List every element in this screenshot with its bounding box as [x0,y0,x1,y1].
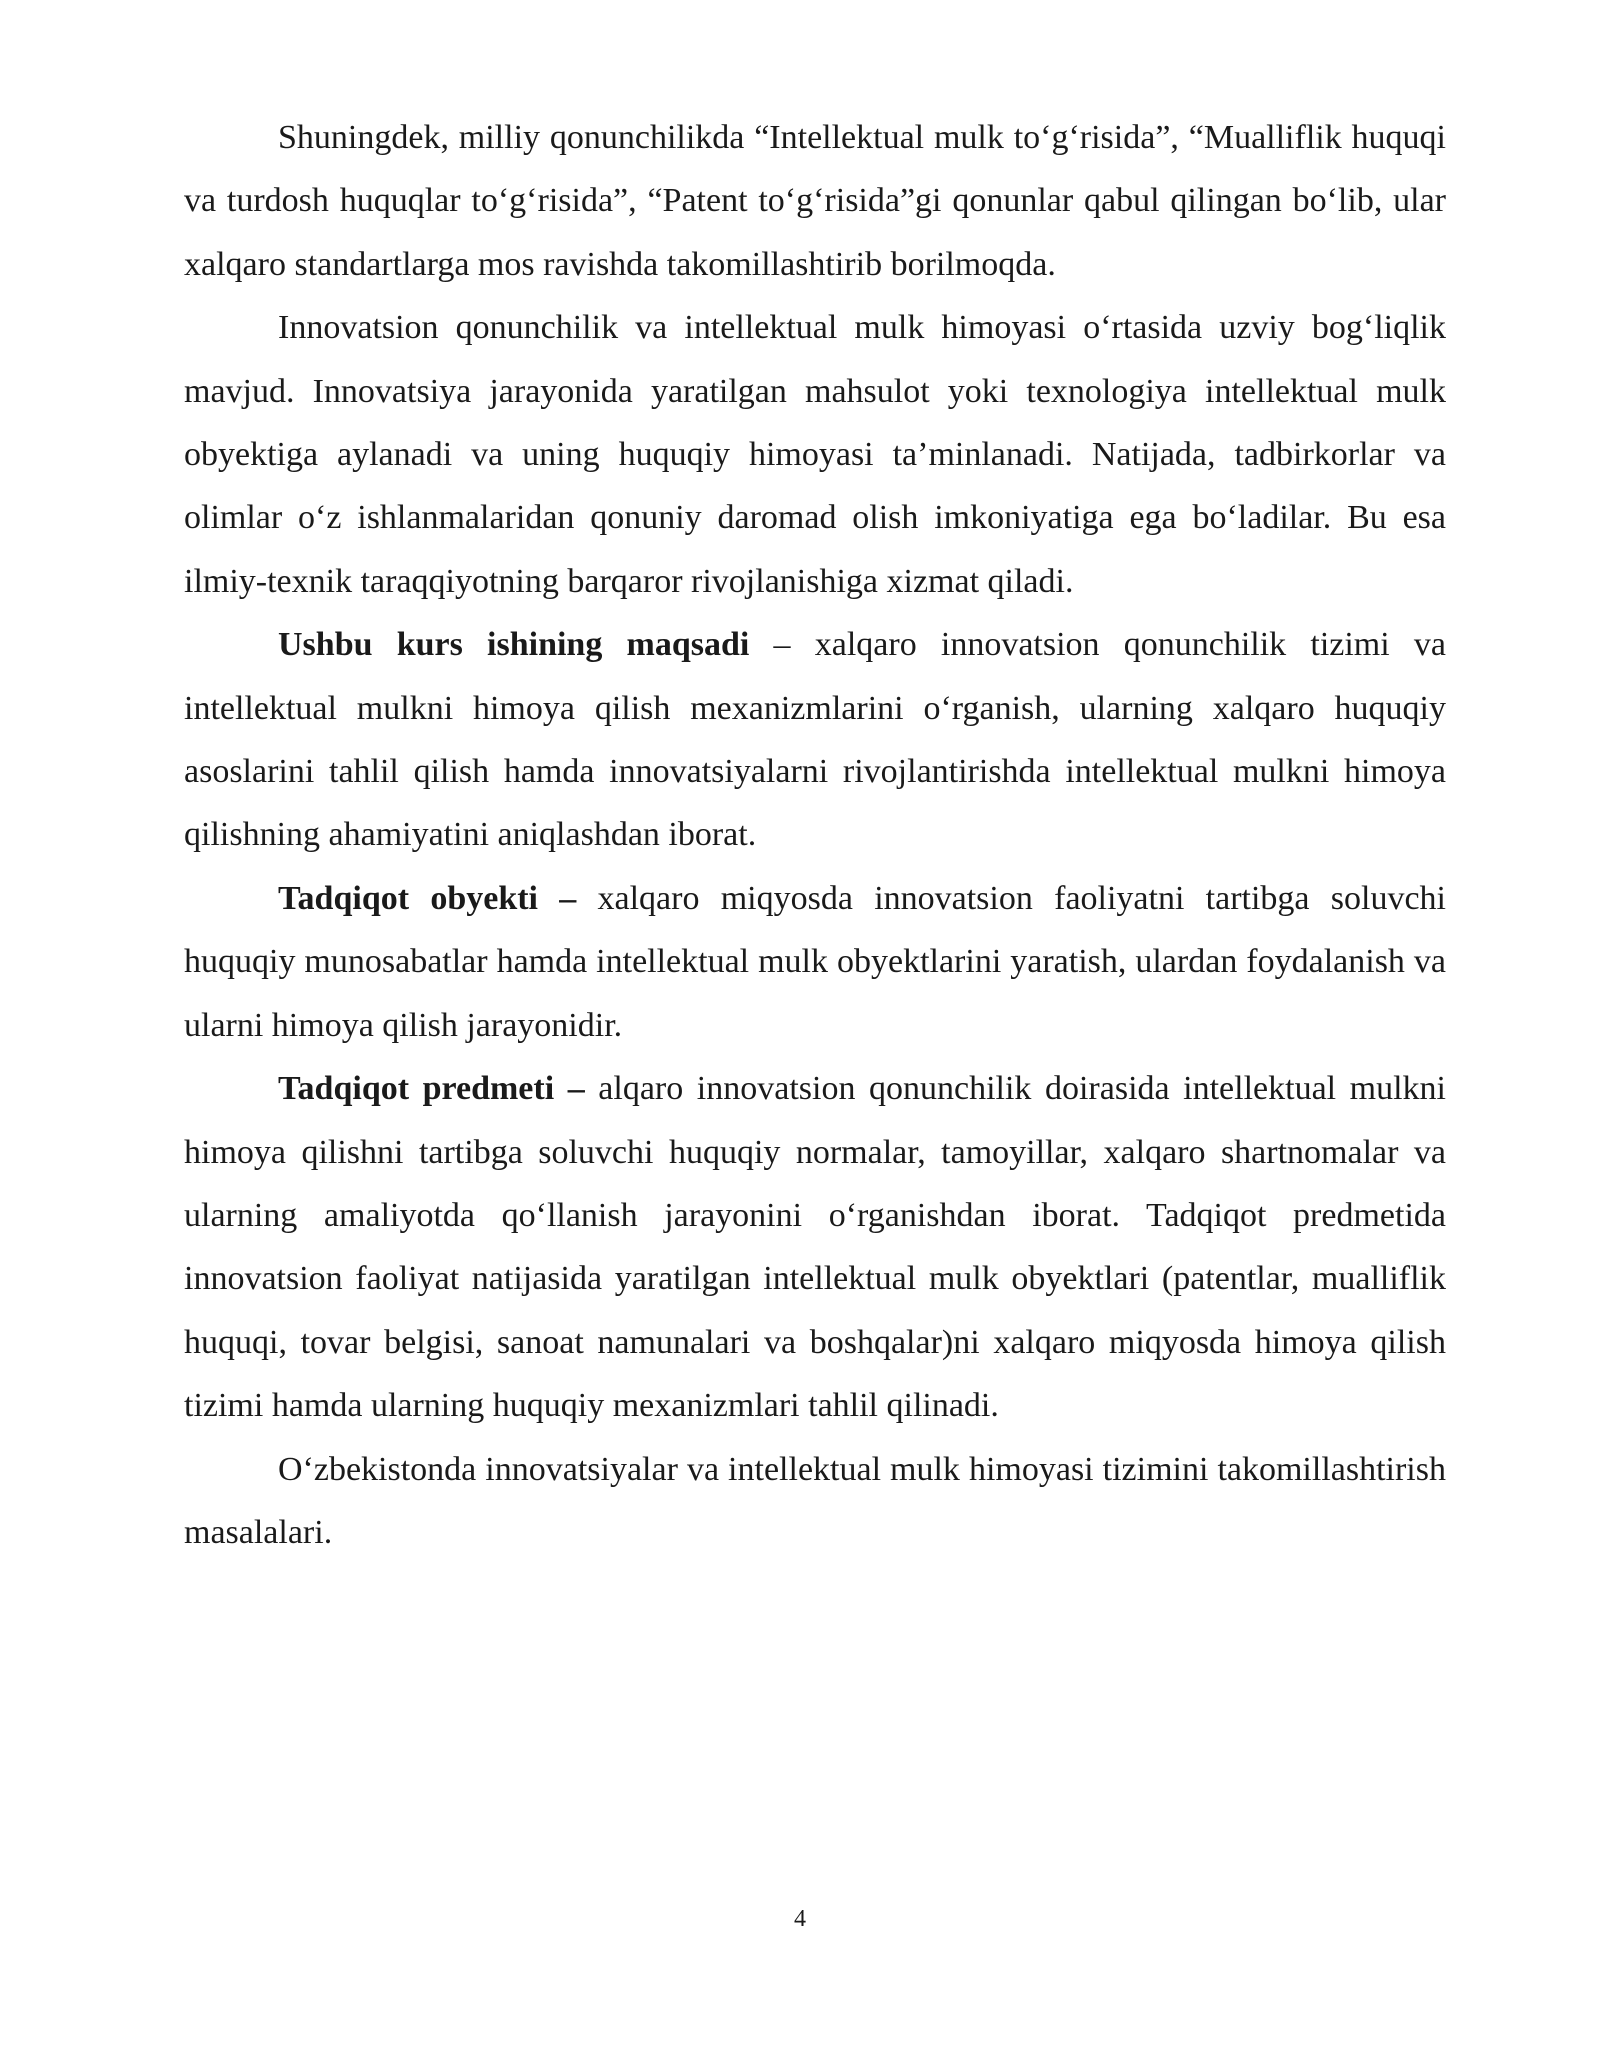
body-text [184,106,1446,1564]
paragraph-text: O‘zbekistonda innovatsiyalar va intellektual mulk himoyasi tizimini takomillashtirish masalalari. [184,1450,1446,1551]
paragraph-text: alqaro innovatsion qonunchilik doirasida intellektual mulkni himoya qilishni tartibga soluvchi huquqiy normalar, tamoyillar, xalqaro shartnomalar va ularning amaliyotda qo‘llanish jarayonini o‘rganishdan iborat. Tadqiqot predmetida innovatsion faoliyat natijasida yaratilgan intellektual mulk obyektlari (patentlar, mualliflik huquqi, tovar belgisi, sanoat namunalari va boshqalar)ni xalqaro miqyosda himoya qilish tizimi hamda ularning huquqiy mexanizmlari tahlil qilinadi. [184,1070,1446,1425]
paragraph-lead-subject: Tadqiqot predmeti – [278,1070,585,1108]
paragraph-lead-object: Tadqiqot obyekti – [278,879,577,917]
paragraph-text: Innovatsion qonunchilik va intellektual mulk himoyasi o‘rtasida uzviy bog‘liqlik mavjud. Innovatsiya jarayonida yaratilgan mahsulot yoki texnologiya intellektual mulk obyektiga aylanadi va uning huquqiy himoyasi ta’minlanadi. Natijada, tadbirkorlar va olimlar o‘z ishlanmalaridan qonuniy daromad olish imkoniyatiga ega bo‘ladilar. Bu esa ilmiy-texnik taraqqiyotning barqaror rivojlanishiga xizmat qiladi. [184,309,1446,600]
paragraph-uzbekistan-issues [184,1438,1446,1565]
page-number: 4 [794,1906,806,1932]
paragraph-innovation-link [184,296,1446,613]
paragraph-text: – xalqaro innovatsion qonunchilik tizimi va intellektual mulkni himoya qilish mexanizmlarini o‘rganish, ularning xalqaro huquqiy asoslarini tahlil qilish hamda innovatsiyalarni rivojlantirishda intellektual mulkni himoya qilishning ahamiyatini aniqlashdan iborat. [184,626,1446,854]
paragraph-text: Shuningdek, milliy qonunchilikda “Intellektual mulk to‘g‘risida”, “Mualliflik huquqi va turdosh huquqlar to‘g‘risida”, “Patent to‘g‘risida”gi qonunlar qabul qilingan bo‘lib, ular xalqaro standartlarga mos ravishda takomillashtirib borilmoqda. [184,119,1446,283]
paragraph-research-subject [184,1057,1446,1437]
paragraph-research-object [184,867,1446,1057]
paragraph-goal [184,613,1446,867]
paragraph-text: xalqaro miqyosda innovatsion faoliyatni tartibga soluvchi huquqiy munosabatlar hamda intellektual mulk obyektlarini yaratish, ulardan foydalanish va ularni himoya qilish jarayonidir. [184,879,1446,1044]
paragraph-lead-goal: Ushbu kurs ishining maqsadi [278,626,750,664]
paragraph-legislation [184,106,1446,296]
